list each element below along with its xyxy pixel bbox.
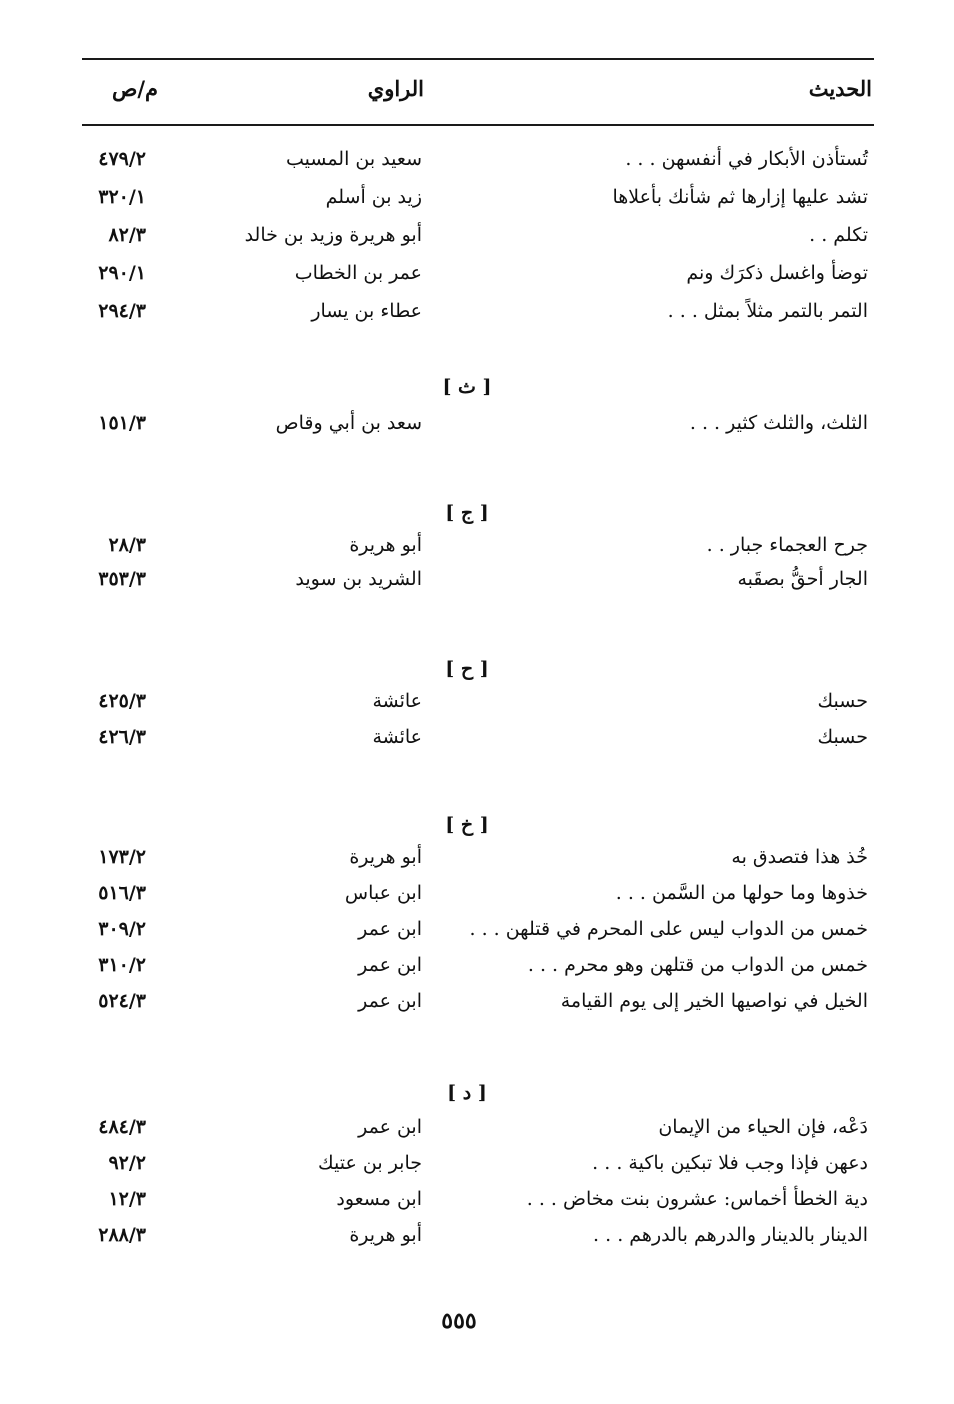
table-row — [0, 412, 954, 446]
volume-page-ref: ٣٢٠/١ — [98, 186, 146, 208]
table-row — [0, 148, 954, 182]
narrator-name: ابن عمر — [358, 954, 422, 976]
narrator-name: أبو هريرة — [349, 534, 422, 556]
narrator-name: عائشة — [372, 726, 422, 748]
volume-page-ref: ١٢/٣ — [108, 1188, 146, 1210]
header-hadith: الحديث — [808, 76, 872, 101]
table-row — [0, 882, 954, 916]
narrator-name: جابر بن عتيك — [318, 1152, 422, 1174]
table-row — [0, 262, 954, 296]
table-row — [0, 568, 954, 602]
narrator-name: أبو هريرة — [349, 1224, 422, 1246]
table-row — [0, 534, 954, 568]
table-row — [0, 1116, 954, 1150]
table-row — [0, 918, 954, 952]
narrator-name: ابن عباس — [344, 882, 422, 904]
volume-page-ref: ٣٥٣/٣ — [98, 568, 146, 590]
hadith-text: خُذ هذا فتصدق به — [731, 846, 868, 868]
header-rule — [82, 124, 874, 126]
narrator-name: الشريد بن سويد — [295, 568, 422, 590]
volume-page-ref: ٢٨/٣ — [108, 534, 146, 556]
narrator-name: عطاء بن يسار — [311, 300, 422, 322]
volume-page-ref: ٣١٠/٢ — [98, 954, 146, 976]
volume-page-ref: ٤٧٩/٢ — [98, 148, 146, 170]
hadith-text: خمس من الدواب ليس على المحرم في قتلهن . . . — [469, 918, 868, 940]
volume-page-ref: ٢٨٨/٣ — [98, 1224, 146, 1246]
section-letter: [ ج ] — [445, 502, 489, 524]
table-row — [0, 1152, 954, 1186]
table-row — [0, 300, 954, 334]
table-row — [0, 954, 954, 988]
volume-page-ref: ٢٩٤/٣ — [98, 300, 146, 322]
hadith-text: تشد عليها إزارها ثم شأنك بأعلاها — [612, 186, 868, 208]
table-row — [0, 186, 954, 220]
volume-page-ref: ٩٢/٢ — [108, 1152, 146, 1174]
volume-page-ref: ١٥١/٣ — [98, 412, 146, 434]
volume-page-ref: ٤٢٦/٣ — [98, 726, 146, 748]
table-row — [0, 846, 954, 880]
hadith-text: تكلم . . — [809, 224, 868, 246]
hadith-text: الدينار بالدينار والدرهم بالدرهم . . . — [593, 1224, 868, 1246]
table-row — [0, 990, 954, 1024]
hadith-text: حسبك — [817, 726, 868, 748]
hadith-text: تُستأذن الأبكار في أنفسهن . . . — [625, 148, 868, 170]
volume-page-ref: ٨٢/٣ — [108, 224, 146, 246]
section-letter: [ د ] — [447, 1082, 487, 1104]
page-number: ٥٥٥ — [441, 1308, 477, 1334]
narrator-name: ابن عمر — [358, 918, 422, 940]
volume-page-ref: ٤٢٥/٣ — [98, 690, 146, 712]
top-rule — [82, 58, 874, 60]
narrator-name: ابن مسعود — [336, 1188, 422, 1210]
hadith-text: الجار أحقُّ بصقَبه — [737, 568, 868, 590]
narrator-name: سعد بن أبي وقاص — [275, 412, 422, 434]
hadith-text: توضأ واغسل ذكرَك ونم — [686, 262, 868, 284]
header-ref: م/ص — [111, 76, 158, 101]
table-row — [0, 1188, 954, 1222]
section-letter: [ خ ] — [445, 814, 489, 836]
narrator-name: عائشة — [372, 690, 422, 712]
narrator-name: زيد بن أسلم — [325, 186, 422, 208]
hadith-text: جرح العجماء جبار . . — [706, 534, 868, 556]
table-row — [0, 1224, 954, 1258]
narrator-name: ابن عمر — [358, 990, 422, 1012]
section-letter: [ ث ] — [442, 376, 492, 398]
header-narrator: الراوي — [367, 76, 424, 101]
narrator-name: ابن عمر — [358, 1116, 422, 1138]
table-row — [0, 224, 954, 258]
hadith-text: خذوها وما حولها من السَّمن . . . — [615, 882, 868, 904]
narrator-name: عمر بن الخطاب — [294, 262, 422, 284]
section-letter: [ ح ] — [445, 658, 489, 680]
hadith-text: دَعْه، فإن الحياء من الإيمان — [658, 1116, 868, 1138]
hadith-text: خمس من الدواب من قتلهن وهو محرم . . . — [527, 954, 868, 976]
narrator-name: أبو هريرة — [349, 846, 422, 868]
volume-page-ref: ٣٠٩/٢ — [98, 918, 146, 940]
hadith-text: حسبك — [817, 690, 868, 712]
hadith-text: التمر بالتمر مثلاً بمثل . . . — [667, 300, 868, 322]
volume-page-ref: ٤٨٤/٣ — [98, 1116, 146, 1138]
table-row — [0, 726, 954, 760]
hadith-text: دية الخطأ أخماس: عشرون بنت مخاض . . . — [526, 1188, 868, 1210]
hadith-text: الثلث، والثلث كثير . . . — [689, 412, 868, 434]
narrator-name: أبو هريرة وزيد بن خالد — [244, 224, 422, 246]
volume-page-ref: ٥٢٤/٣ — [98, 990, 146, 1012]
narrator-name: سعيد بن المسيب — [285, 148, 422, 170]
hadith-text: دعهن فإذا وجب فلا تبكين باكية . . . — [592, 1152, 868, 1174]
volume-page-ref: ٥١٦/٣ — [98, 882, 146, 904]
volume-page-ref: ٢٩٠/١ — [98, 262, 146, 284]
table-row — [0, 690, 954, 724]
volume-page-ref: ١٧٣/٢ — [98, 846, 146, 868]
hadith-text: الخيل في نواصيها الخير إلى يوم القيامة — [560, 990, 868, 1012]
